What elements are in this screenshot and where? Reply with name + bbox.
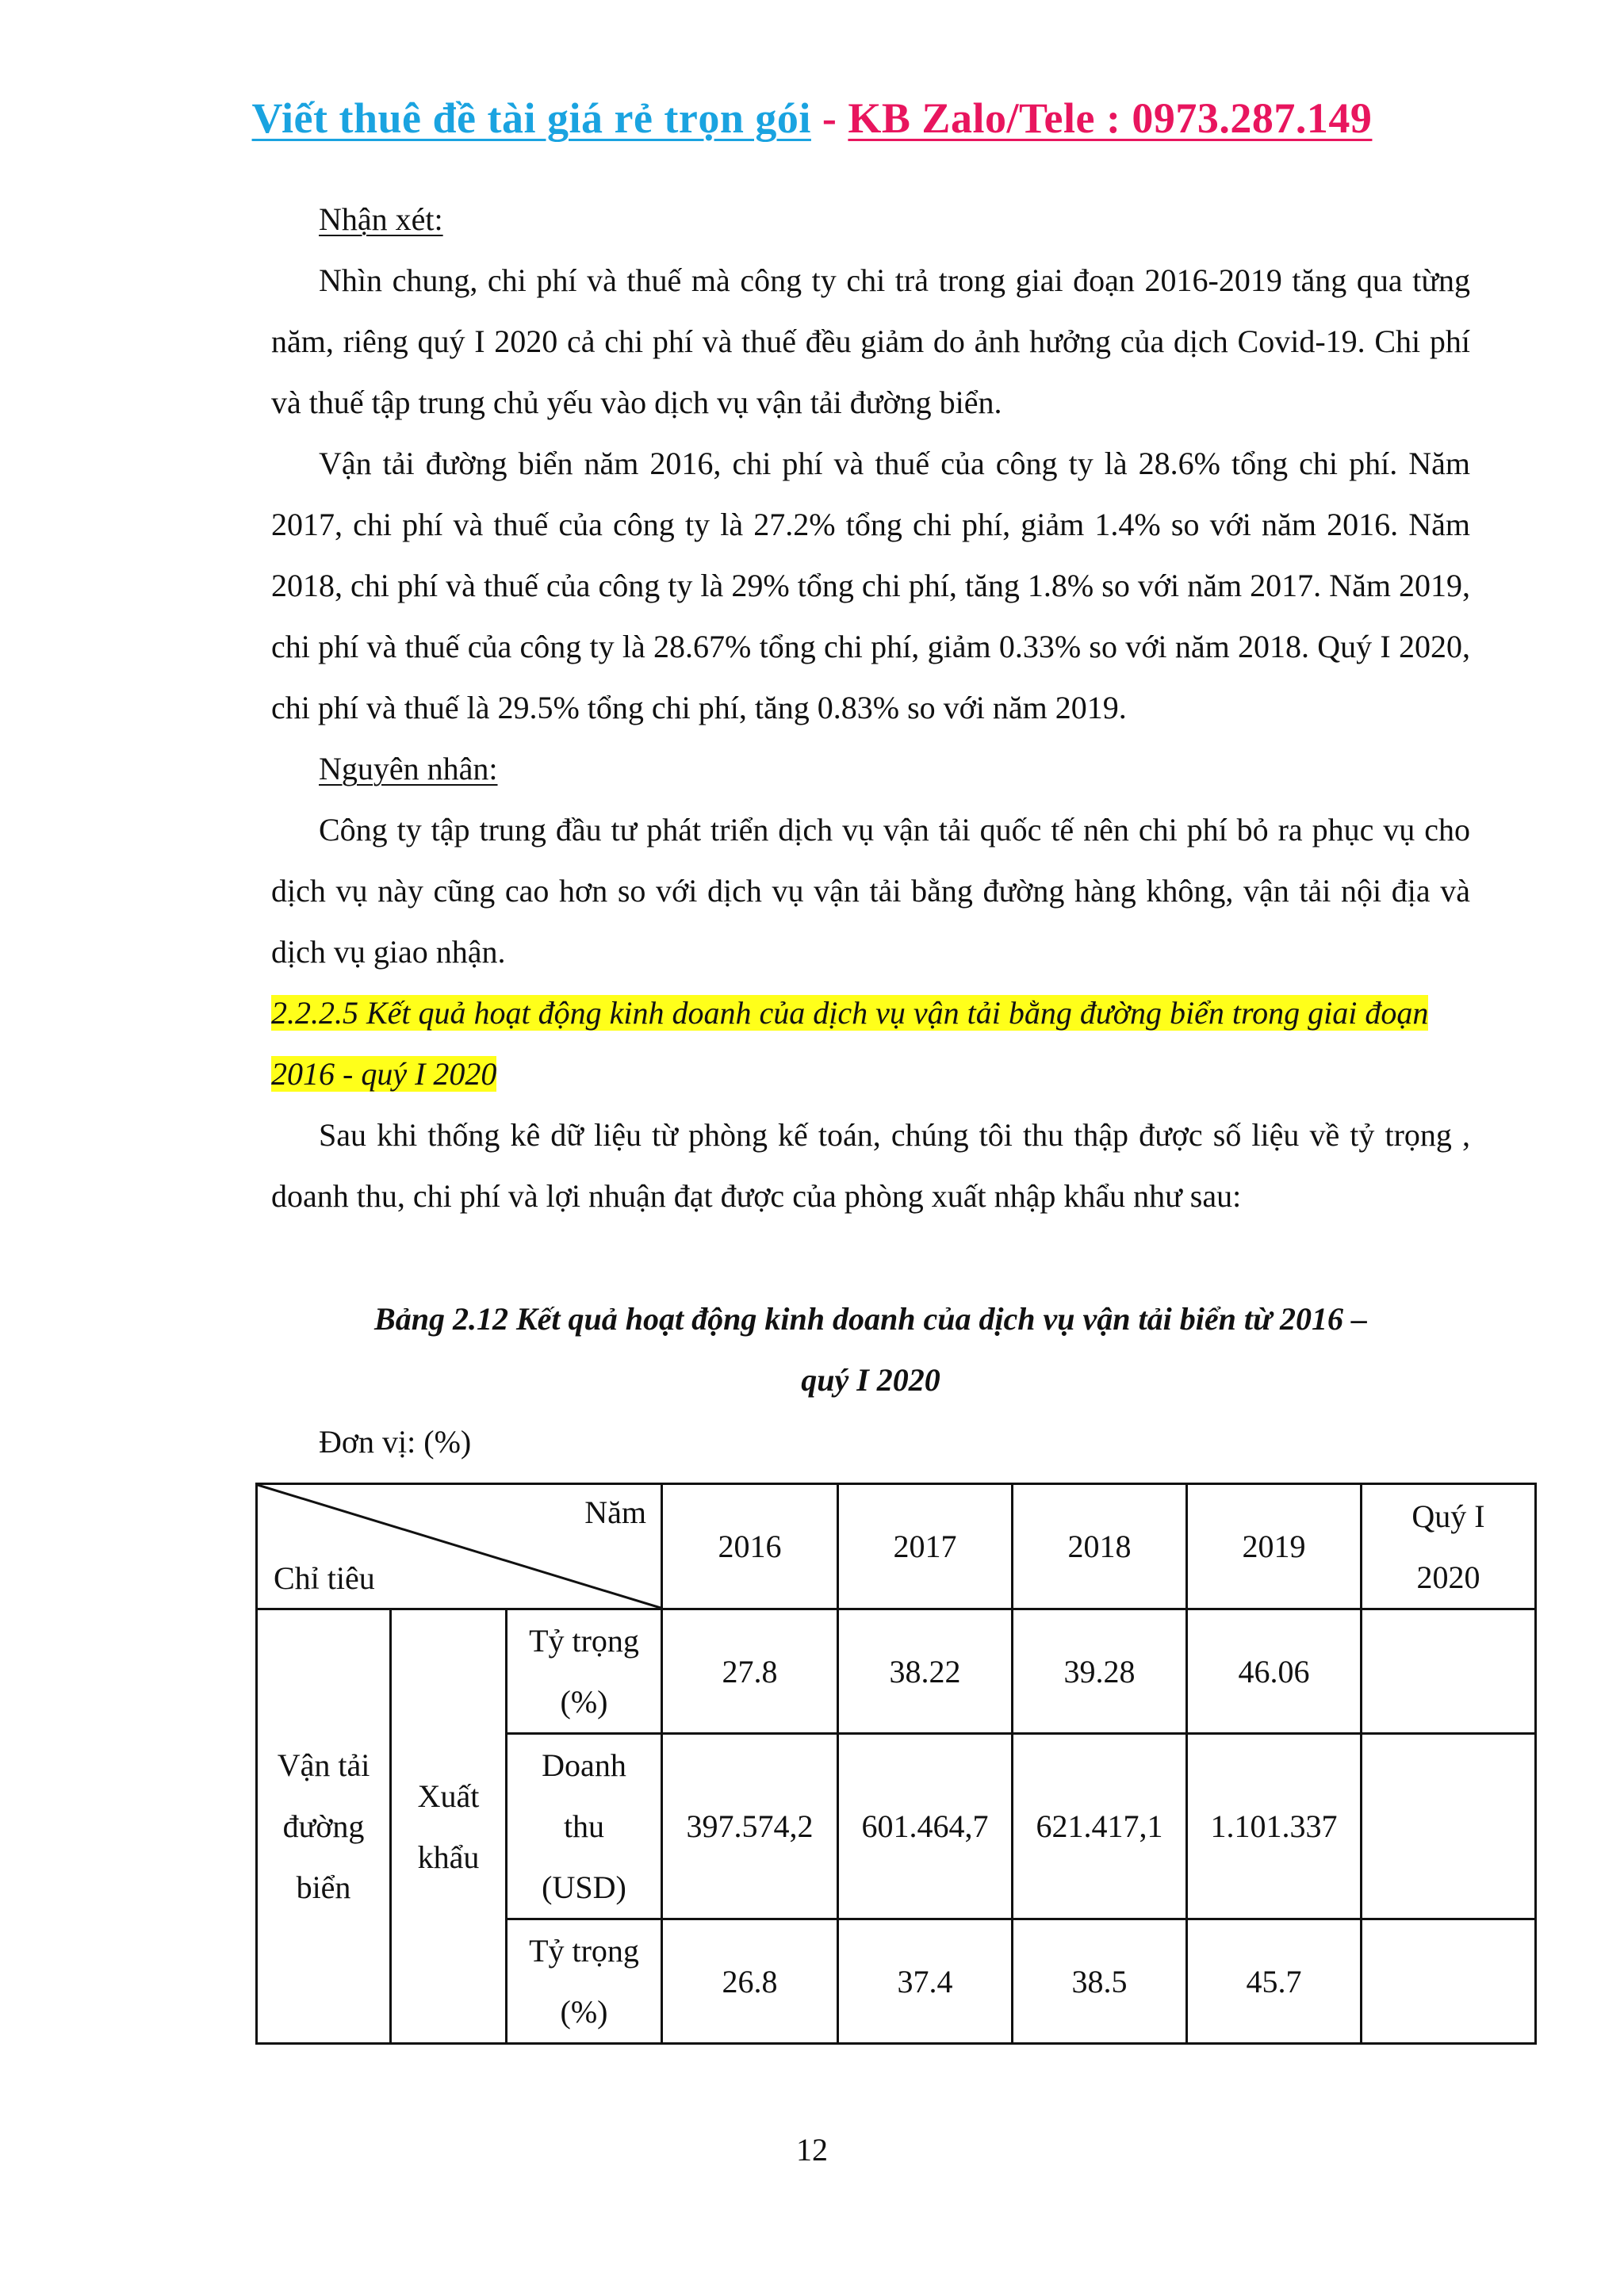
table-caption-line-1: Bảng 2.12 Kết quả hoạt động kinh doanh của dịch vụ vận tải biển từ 2016 –: [374, 1301, 1367, 1337]
year-header-2017: 2017: [838, 1484, 1013, 1609]
promo-link-right[interactable]: KB Zalo/Tele : 0973.287.149: [848, 94, 1373, 142]
table-cell: 38.22: [838, 1609, 1013, 1734]
comment-paragraph-1: Nhìn chung, chi phí và thuế mà công ty chi trả trong giai đoạn 2016-2019 tăng qua từng năm, riêng quý I 2020 cả chi phí và thuế đều giảm do ảnh hưởng của dịch Covid-19. Chi phí và thuế tập trung chủ yếu vào dịch vụ vận tải đường biển.: [271, 262, 1470, 420]
row-label: Tỷ trọng (%): [507, 1919, 662, 2044]
body-text-block: [271, 189, 1470, 1226]
section-intro: Sau khi thống kê dữ liệu từ phòng kế toán, chúng tôi thu thập được số liệu về tỷ trọng , doanh thu, chi phí và lợi nhuận đạt được của phòng xuất nhập khẩu như sau:: [271, 1117, 1470, 1214]
section-heading: 2.2.2.5 Kết quả hoạt động kinh doanh của dịch vụ vận tải bằng đường biển trong giai đoạn 2016 - quý I 2020: [271, 995, 1429, 1092]
table-cell: 37.4: [838, 1919, 1013, 2044]
subgroup-cell-export: Xuất khẩu: [391, 1609, 507, 2044]
year-header-2019: 2019: [1187, 1484, 1362, 1609]
comment-paragraph-2: Vận tải đường biển năm 2016, chi phí và thuế của công ty là 28.6% tổng chi phí. Năm 2017, chi phí và thuế của công ty là 27.2% tổng chi phí, giảm 1.4% so với năm 2016. Năm 2018, chi phí và thuế của công ty là 29% tổng chi phí, tăng 1.8% so với năm 2017. Năm 2019, chi phí và thuế của công ty là 28.67% tổng chi phí, giảm 0.33% so với năm 2018. Quý I 2020, chi phí và thuế là 29.5% tổng chi phí, tăng 0.83% so với năm 2019.: [271, 446, 1470, 725]
promo-link-left[interactable]: Viết thuê đề tài giá rẻ trọn gói: [251, 94, 811, 142]
row-label: Doanh thu (USD): [507, 1734, 662, 1919]
table-cell: 601.464,7: [838, 1734, 1013, 1919]
reason-label: Nguyên nhân:: [319, 751, 498, 786]
comment-label: Nhận xét:: [319, 201, 443, 237]
table-corner-cell: [257, 1484, 662, 1609]
year-header-2018: 2018: [1013, 1484, 1187, 1609]
table-cell: [1362, 1919, 1536, 2044]
table-cell: 26.8: [662, 1919, 838, 2044]
group-cell-sea-transport: Vận tải đường biển: [257, 1609, 391, 2044]
reason-paragraph: Công ty tập trung đầu tư phát triển dịch vụ vận tải quốc tế nên chi phí bỏ ra phục vụ cho dịch vụ này cũng cao hơn so với dịch vụ vận tải bằng đường hàng không, vận tải nội địa và dịch vụ giao nhận.: [271, 812, 1470, 970]
corner-label-criteria: Chỉ tiêu: [274, 1560, 375, 1596]
table-unit: Đơn vị: (%): [319, 1424, 472, 1460]
table-cell: 45.7: [1187, 1919, 1362, 2044]
page-number: 12: [796, 2132, 828, 2168]
table-cell: [1362, 1609, 1536, 1734]
table-row: [257, 1609, 1536, 1734]
table-cell: 39.28: [1013, 1609, 1187, 1734]
table-cell: 27.8: [662, 1609, 838, 1734]
table-caption: [271, 1288, 1470, 1410]
table-cell: 397.574,2: [662, 1734, 838, 1919]
table-cell: 46.06: [1187, 1609, 1362, 1734]
table-header-row: [257, 1484, 1536, 1609]
table-cell: 38.5: [1013, 1919, 1187, 2044]
year-header-2016: 2016: [662, 1484, 838, 1609]
promo-header: [0, 94, 1624, 143]
table-cell: 1.101.337: [1187, 1734, 1362, 1919]
row-label: Tỷ trọng (%): [507, 1609, 662, 1734]
table-cell: 621.417,1: [1013, 1734, 1187, 1919]
results-table: [255, 1483, 1537, 2045]
table-cell: [1362, 1734, 1536, 1919]
table-caption-line-2: quý I 2020: [801, 1362, 940, 1398]
promo-separator: -: [822, 94, 837, 142]
corner-label-year: Năm: [584, 1494, 646, 1530]
year-header-q1-2020: Quý I 2020: [1362, 1484, 1536, 1609]
